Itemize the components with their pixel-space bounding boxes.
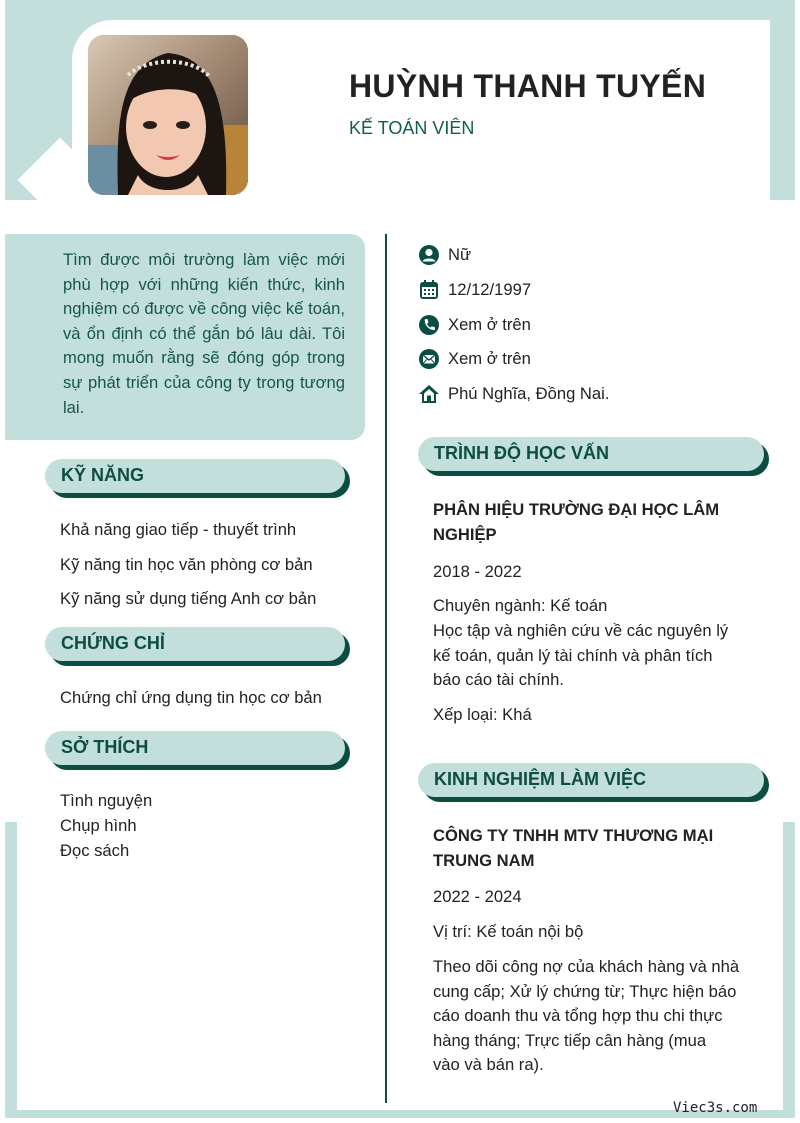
birthday-value: 12/12/1997	[448, 280, 532, 299]
candidate-name: HUỲNH THANH TUYẾN	[349, 68, 707, 104]
hobby-item: Chụp hình	[60, 816, 137, 835]
mail-icon	[418, 348, 440, 370]
certificate-item: Chứng chỉ ứng dụng tin học cơ bản	[60, 688, 322, 707]
skill-item: Kỹ năng tin học văn phòng cơ bản	[60, 555, 313, 574]
experience-position: Vị trí: Kế toán nội bộ	[433, 922, 584, 941]
education-title: TRÌNH ĐỘ HỌC VẤN	[434, 443, 609, 463]
skill-item: Kỹ năng sử dụng tiếng Anh cơ bản	[60, 589, 317, 608]
profile-photo	[88, 35, 248, 195]
phone-value: Xem ở trên	[448, 315, 531, 334]
career-objective	[5, 234, 365, 440]
education-major: Chuyên ngành: Kế toán	[433, 596, 608, 615]
email-value: Xem ở trên	[448, 349, 531, 368]
experience-desc-line: hàng tháng; Trực tiếp cân hàng (mua	[433, 1031, 707, 1050]
school-name-line2: NGHIỆP	[433, 525, 497, 544]
experience-desc-line: vào và bán ra).	[433, 1055, 544, 1074]
watermark: Viec3s.com	[673, 1100, 758, 1116]
section-header-certificates	[45, 627, 345, 661]
skill-item: Khả năng giao tiếp - thuyết trình	[60, 520, 297, 539]
address-value: Phú Nghĩa, Đồng Nai.	[448, 384, 610, 403]
experience-years: 2022 - 2024	[433, 887, 522, 906]
experience-title: KINH NGHIỆM LÀM VIỆC	[434, 769, 647, 789]
education-years: 2018 - 2022	[433, 562, 522, 581]
calendar-icon	[418, 279, 440, 301]
column-divider	[385, 234, 387, 1103]
experience-desc-line: Theo dõi công nợ của khách hàng và nhà	[433, 957, 740, 976]
education-desc-line: Học tập và nghiên cứu về các nguyên lý	[433, 621, 729, 640]
experience-desc-line: cáo doanh thu và tổng hợp thu chi thực	[433, 1006, 723, 1025]
user-icon	[418, 244, 440, 266]
school-name-line1: PHÂN HIỆU TRƯỜNG ĐẠI HỌC LÂM	[433, 500, 720, 519]
section-header-education	[418, 437, 764, 471]
section-header-experience	[418, 763, 764, 797]
profile-photo-image	[88, 35, 248, 195]
section-header-hobbies	[45, 731, 345, 765]
experience-desc-line: cung cấp; Xử lý chứng từ; Thực hiện báo	[433, 982, 737, 1001]
job-title: KẾ TOÁN VIÊN	[349, 118, 475, 138]
education-desc-line: kế toán, quản lý tài chính và phân tích	[433, 646, 713, 665]
section-header-skills	[45, 459, 345, 493]
hobby-item: Đọc sách	[60, 841, 130, 860]
certificates-title: CHỨNG CHỈ	[61, 633, 165, 653]
hobby-item: Tình nguyện	[60, 791, 153, 810]
skills-title: KỸ NĂNG	[61, 465, 145, 485]
hobbies-title: SỞ THÍCH	[61, 737, 149, 757]
gender-value: Nữ	[448, 245, 472, 264]
company-name-line2: TRUNG NAM	[433, 851, 535, 870]
career-objective-text: Tìm được môi trường làm việc mới phù hợp với những kiến thức, kinh nghiệm có được về công việc kế toán, và ổn định có thể gắn bó lâu dài. Tôi mong muốn rằng sẽ đóng góp trong sự phát triển của công ty trong tương lai.	[63, 250, 345, 417]
company-name-line1: CÔNG TY TNHH MTV THƯƠNG MẠI	[433, 826, 714, 845]
education-grade: Xếp loại: Khá	[433, 705, 532, 724]
education-desc-line: báo cáo tài chính.	[433, 670, 564, 689]
phone-icon	[418, 314, 440, 336]
home-icon	[418, 383, 440, 405]
